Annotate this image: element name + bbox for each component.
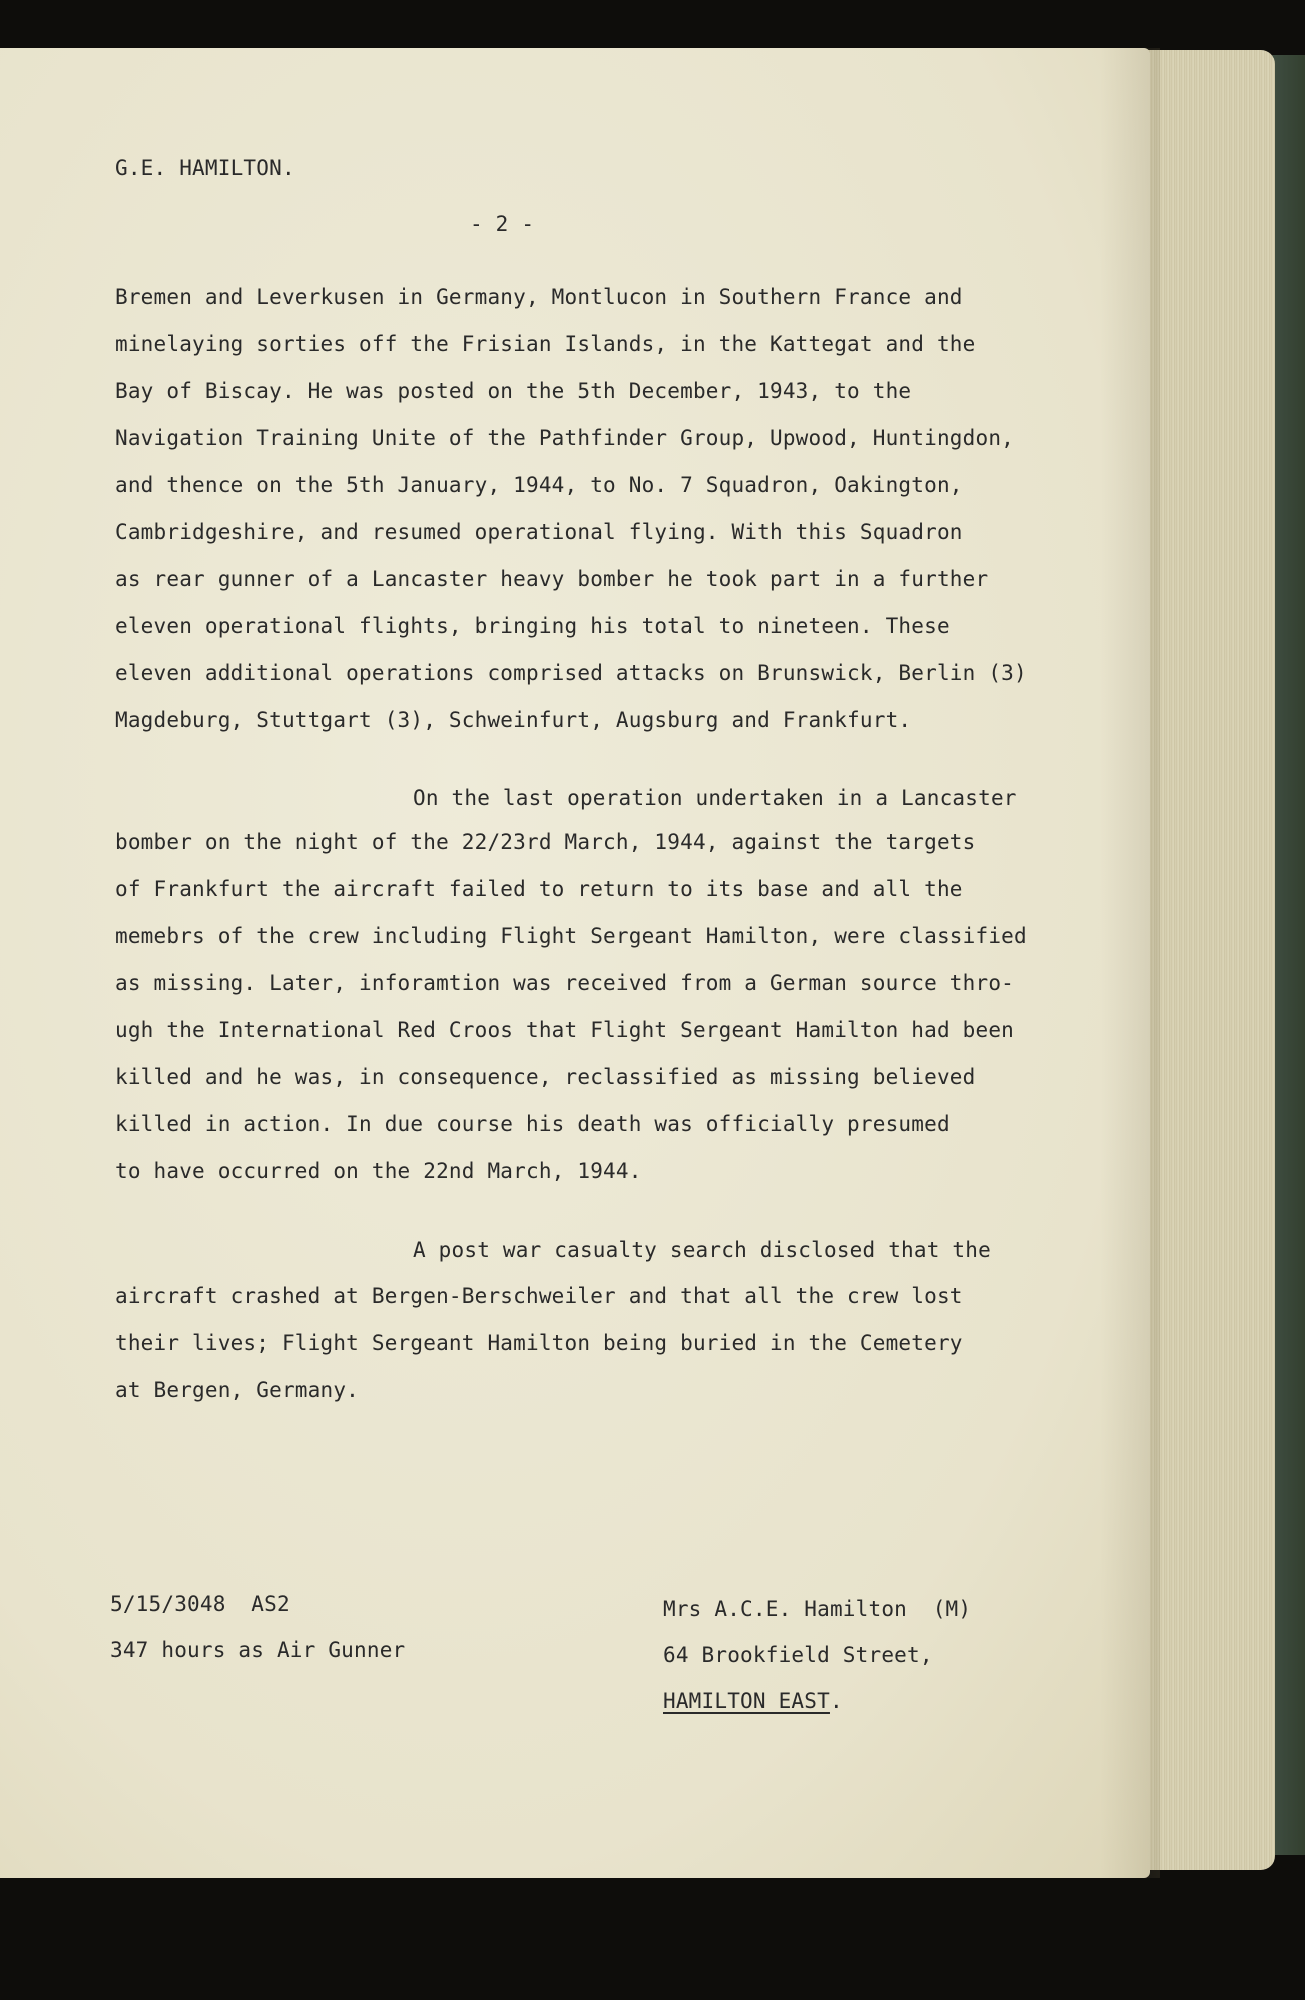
address-street: 64 Brookfield Street, [663, 1643, 933, 1667]
text-line: eleven additional operations comprised attacks on Brunswick, Berlin (3) [115, 661, 1027, 685]
text-line: Magdeburg, Stuttgart (3), Schweinfurt, Augsburg and Frankfurt. [115, 708, 912, 732]
text-line: On the last operation undertaken in a Lancaster [413, 786, 1017, 810]
service-number: 5/15/3048 AS2 [110, 1592, 290, 1616]
text-line: minelaying sorties off the Frisian Islands, in the Kattegat and the [115, 332, 976, 356]
text-line: at Bergen, Germany. [115, 1378, 360, 1402]
address-town-suffix: . [829, 1689, 843, 1713]
text-line: A post war casualty search disclosed that the [413, 1238, 991, 1262]
text-line: bomber on the night of the 22/23rd March, 1944, against the targets [115, 830, 976, 854]
next-of-kin-name: Mrs A.C.E. Hamilton (M) [663, 1597, 972, 1621]
text-line: killed in action. In due course his death was officially presumed [115, 1112, 950, 1136]
text-line: eleven operational flights, bringing his total to nineteen. These [115, 614, 950, 638]
text-line: and thence on the 5th January, 1944, to No. 7 Squadron, Oakington, [115, 473, 963, 497]
text-line: as rear gunner of a Lancaster heavy bomber he took part in a further [115, 567, 989, 591]
text-line: of Frankfurt the aircraft failed to return to its base and all the [115, 877, 963, 901]
text-line: memebrs of the crew including Flight Sergeant Hamilton, were classified [115, 924, 1027, 948]
text-line: as missing. Later, inforamtion was received from a German source thro- [115, 971, 1015, 995]
page-edges [1140, 50, 1275, 1870]
text-line: their lives; Flight Sergeant Hamilton being buried in the Cemetery [115, 1331, 963, 1355]
page-number: - 2 - [470, 212, 535, 236]
address-town: HAMILTON EAST [663, 1689, 830, 1713]
text-line: to have occurred on the 22nd March, 1944. [115, 1159, 642, 1183]
text-line: Navigation Training Unite of the Pathfinder Group, Upwood, Huntingdon, [115, 426, 1015, 450]
text-line: Bremen and Leverkusen in Germany, Montlucon in Southern France and [115, 285, 963, 309]
text-line: Cambridgeshire, and resumed operational flying. With this Squadron [115, 520, 963, 544]
text-line: Bay of Biscay. He was posted on the 5th December, 1943, to the [115, 379, 912, 403]
flying-hours: 347 hours as Air Gunner [110, 1638, 406, 1662]
document-header-name: G.E. HAMILTON. [115, 156, 295, 180]
text-line: ugh the International Red Croos that Flight Sergeant Hamilton had been [115, 1018, 1015, 1042]
address-town-line [663, 1689, 843, 1713]
text-line: killed and he was, in consequence, reclassified as missing believed [115, 1065, 976, 1089]
text-line: aircraft crashed at Bergen-Berschweiler and that all the crew lost [115, 1284, 963, 1308]
